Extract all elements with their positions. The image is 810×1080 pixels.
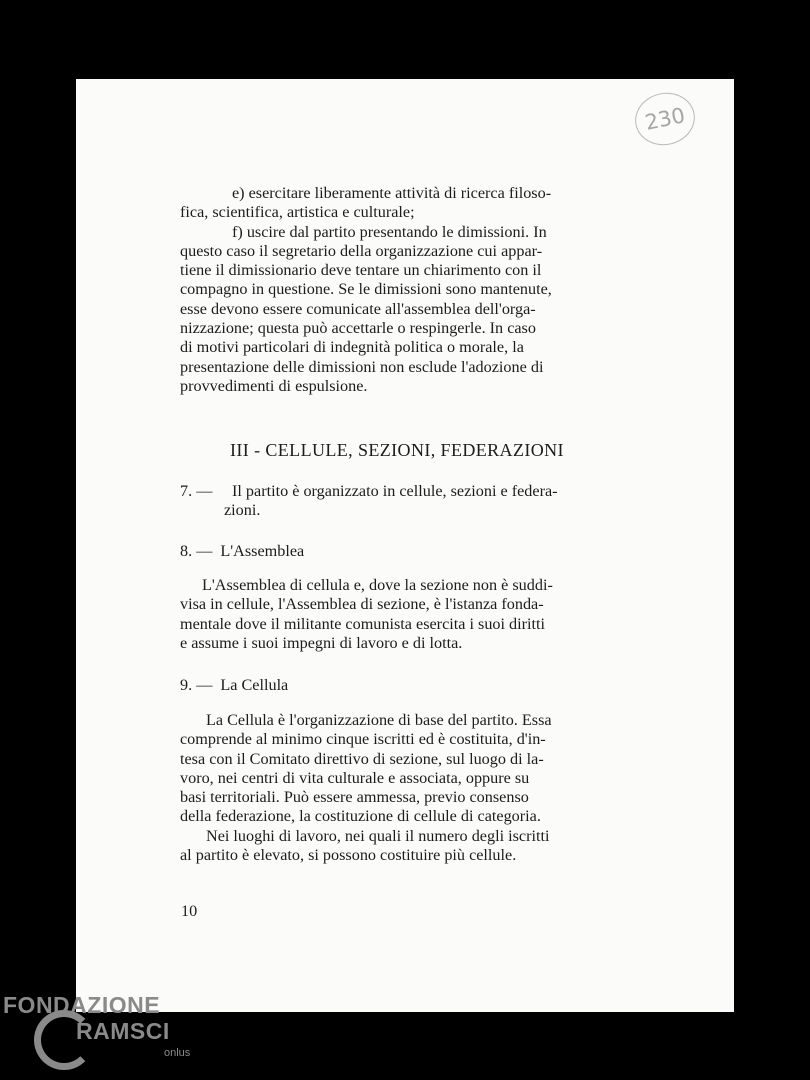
para-f-line: compagno in questione. Se le dimissioni sono mantenute, [180,280,552,299]
article-text-line: comprende al minimo cinque iscritti ed è costituita, d'in- [180,730,546,749]
article-text-line: Il partito è organizzato in cellule, sezioni e federa- [232,482,558,500]
logo-line: FONDAZIONE [3,992,161,1018]
article-text-line: La Cellula è l'organizzazione di base del partito. Essa [206,711,552,729]
article-text-line: zioni. [224,501,261,520]
article-7 [180,482,638,521]
article-text-line: e assume i suoi impegni di lavoro e di lotta. [180,633,463,652]
article-9-body [180,711,638,865]
para-f-line: provvedimenti di espulsione. [180,376,368,395]
para-f-line: f) uscire dal partito presentando le dimissioni. In [232,222,547,241]
article-text-line: visa in cellule, l'Assemblea di sezione, è l'istanza fonda- [180,595,544,614]
logo-subline: onlus [164,1047,191,1059]
section-heading: III - CELLULE, SEZIONI, FEDERAZIONI [230,440,564,460]
para-f-line: esse devono essere comunicate all'assemblea dell'orga- [180,299,536,318]
para-f-line: di motivi particolari di indegnità politica o morale, la [180,338,524,357]
para-f-line: tiene il dimissionario deve tentare un chiarimento con il [180,261,542,280]
article-text-line: tesa con il Comitato direttivo di sezione, sul luogo di la- [180,749,544,768]
article-8-body [180,576,638,653]
article-9-heading [180,676,638,695]
para-e-line: e) esercitare liberamente attività di ricerca filoso- [232,184,552,202]
archive-stamp: 230 [630,87,700,150]
para-f-line: nizzazione; questa può accettarle o respingerle. In caso [180,319,536,338]
article-text-line: mentale dove il militante comunista esercita i suoi diritti [180,614,546,633]
article-number: 7. — [180,482,213,500]
article-text-line: voro, nei centri di vita culturale e associata, oppure su [180,768,530,787]
article-number: 8. — [180,542,213,560]
para-e-line: fica, scientifica, artistica e culturale; [180,203,415,222]
article-text-line: basi territoriali. Può essere ammessa, previo consenso [180,788,529,807]
page-number: 10 [181,902,198,920]
fondazione-gramsci-logo [0,988,220,1078]
article-title: L'Assemblea [220,542,305,560]
article-number: 9. — [180,676,213,694]
article-title: La Cellula [220,676,289,694]
para-f-line: questo caso il segretario della organizzazione cui appar- [180,241,543,260]
paragraph-e-f [180,184,638,396]
article-text-line: della federazione, la costituzione di cellule di categoria. [180,807,541,826]
logo-line: RAMSCI [76,1018,170,1044]
article-text-line: L'Assemblea di cellula e, dove la sezione non è suddi- [202,576,553,594]
article-8-heading [180,542,638,561]
para-f-line: presentazione delle dimissioni non esclude l'adozione di [180,357,544,376]
article-text-line: al partito è elevato, si possono costituire più cellule. [180,846,517,865]
article-text-line: Nei luoghi di lavoro, nei quali il numero degli iscritti [206,826,550,845]
